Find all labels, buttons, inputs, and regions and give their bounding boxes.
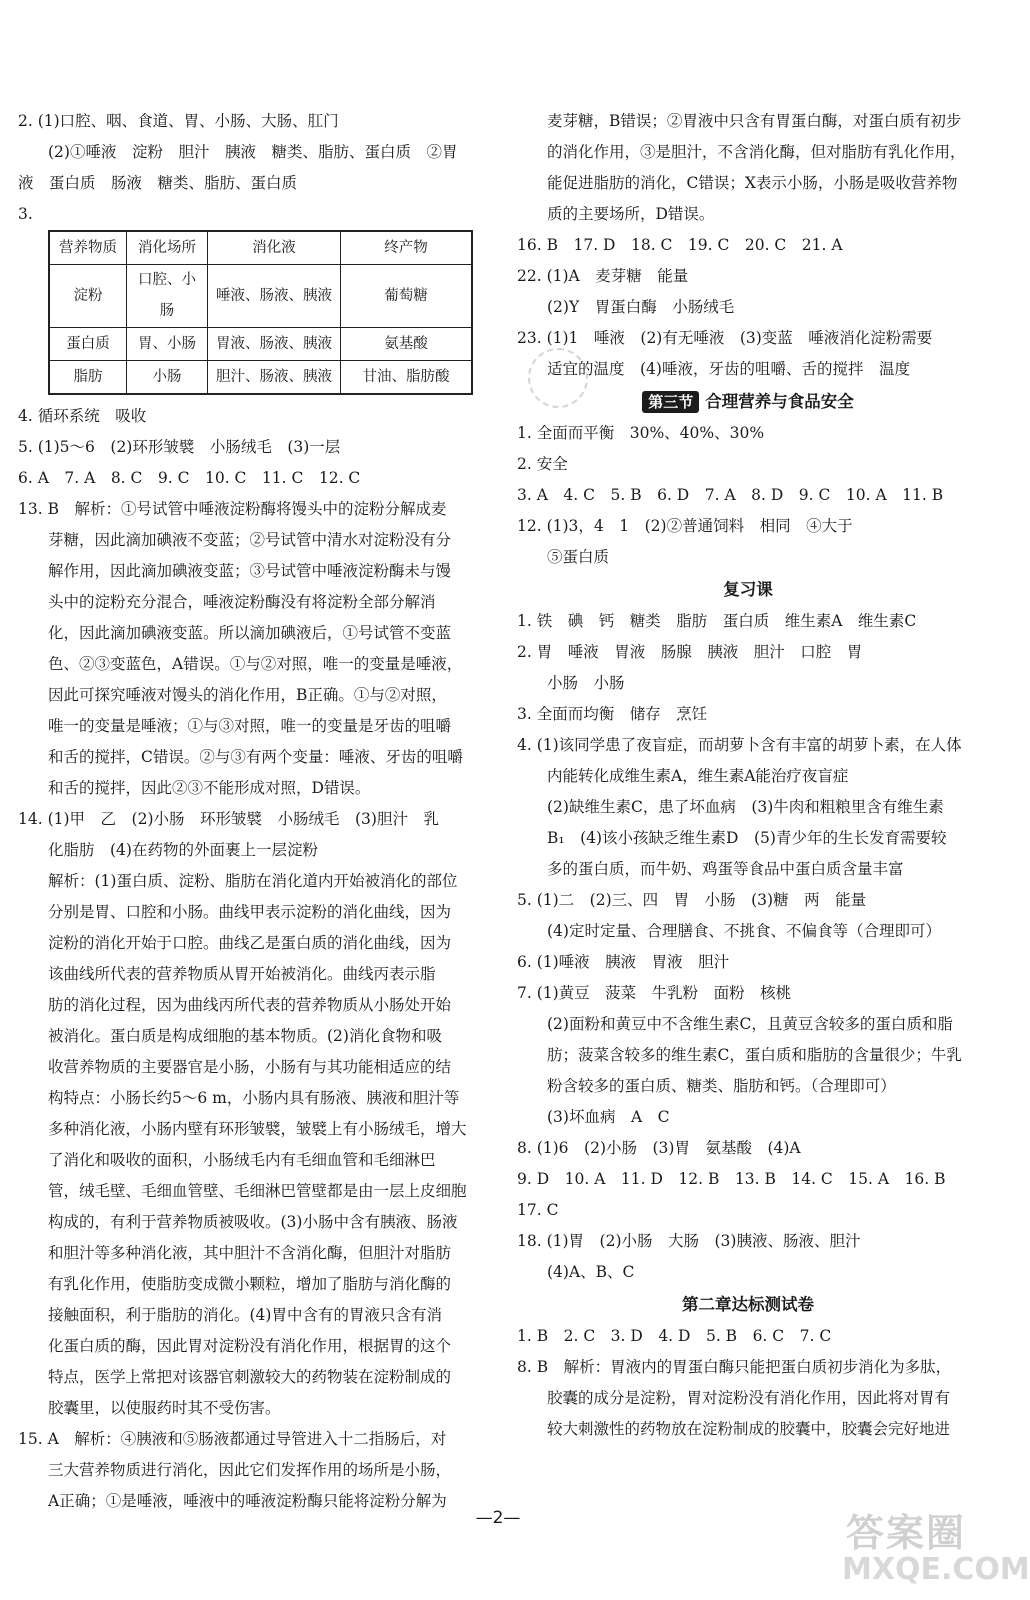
text-line: 粉含较多的蛋白质、糖类、脂肪和钙。（合理即可）: [547, 1077, 896, 1095]
text-line: 和胆汁等多种消化液，其中胆汁不含消化酶，但胆汁对脂肪: [48, 1244, 452, 1262]
table-cell: 胃、小肠: [127, 328, 208, 361]
text-line: 头中的淀粉充分混合，唾液淀粉酶没有将淀粉全部分解消: [48, 593, 436, 611]
test-heading: 第二章达标测试卷: [682, 1295, 814, 1314]
text-line: 13. B 解析：①号试管中唾液淀粉酶将馒头中的淀粉分解成麦: [18, 500, 447, 518]
section-heading-nutrition: [517, 385, 979, 418]
text-line: 8. (1)6 (2)小肠 (3)胃 氨基酸 (4)A: [517, 1139, 801, 1157]
answer-block-right-a: [517, 106, 979, 385]
text-line: 适宜的温度 (4)唾液，牙齿的咀嚼、舌的搅拌 温度: [547, 360, 910, 378]
answer-block-right-d: [517, 1321, 979, 1445]
text-line: 麦芽糖，B错误；②胃液中只含有胃蛋白酶，对蛋白质有初步: [547, 112, 962, 130]
text-line: 6. A 7. A 8. C 9. C 10. C 11. C 12. C: [18, 469, 361, 487]
text-line: 15. A 解析：④胰液和⑤肠液都通过导管进入十二指肠后，对: [18, 1430, 447, 1448]
right-column: [517, 106, 979, 1445]
text-line: (3)坏血病 A C: [547, 1108, 670, 1126]
table-row: [49, 328, 472, 361]
review-heading: 复习课: [723, 580, 773, 599]
section-title: 合理营养与食品安全: [705, 392, 854, 411]
table-header-cell: 消化液: [208, 231, 341, 265]
text-line: 多种消化液，小肠内壁有环形皱襞，皱襞上有小肠绒毛，增大: [48, 1120, 467, 1138]
text-line: 该曲线所代表的营养物质从胃开始被消化。曲线丙表示脂: [48, 965, 436, 983]
text-line: 淀粉的消化开始于口腔。曲线乙是蛋白质的消化曲线，因为: [48, 934, 452, 952]
text-line: 芽糖，因此滴加碘液不变蓝；②号试管中清水对淀粉没有分: [48, 531, 452, 549]
text-line: 解析：(1)蛋白质、淀粉、脂肪在消化道内开始被消化的部位: [48, 872, 458, 890]
answer-block-left-a: [18, 106, 488, 230]
text-line: 唯一的变量是唾液；①与③对照，唯一的变量是牙齿的咀嚼: [48, 717, 452, 735]
text-line: 分别是胃、口腔和小肠。曲线甲表示淀粉的消化曲线，因为: [48, 903, 452, 921]
text-line: 3. 全面而均衡 储存 烹饪: [517, 705, 708, 723]
text-line: 2. 胃 唾液 胃液 肠腺 胰液 胆汁 口腔 胃: [517, 643, 863, 661]
text-line: 9. D 10. A 11. D 12. B 13. B 14. C 15. A 16. B: [517, 1170, 946, 1188]
text-line: 16. B 17. D 18. C 19. C 20. C 21. A: [517, 236, 843, 254]
table-header-cell: 终产物: [341, 231, 473, 265]
watermark-logo: [836, 1500, 1030, 1592]
text-line: 被消化。蛋白质是构成细胞的基本物质。(2)消化食物和吸: [48, 1027, 442, 1045]
text-line: 特点，医学上常把对该器官刺激较大的药物装在淀粉制成的: [48, 1368, 452, 1386]
text-line: ⑤蛋白质: [547, 548, 610, 566]
table-cell: 氨基酸: [341, 328, 473, 361]
text-line: 23. (1)1 唾液 (2)有无唾液 (3)变蓝 唾液消化淀粉需要: [517, 329, 933, 347]
text-line: 3.: [18, 205, 33, 223]
table-cell: 胆汁、肠液、胰液: [208, 361, 341, 395]
text-line: 17. C: [517, 1201, 559, 1219]
text-line: (4)A、B、C: [547, 1263, 635, 1281]
text-line: (2)面粉和黄豆中不含维生素C，且黄豆含较多的蛋白质和脂: [547, 1015, 953, 1033]
text-line: (2)Y 胃蛋白酶 小肠绒毛: [547, 298, 735, 316]
stamp-mark: [528, 348, 588, 408]
text-line: 7. (1)黄豆 菠菜 牛乳粉 面粉 核桃: [517, 984, 792, 1002]
text-line: 多的蛋白质，而牛奶、鸡蛋等食品中蛋白质含量丰富: [547, 860, 904, 878]
answer-block-right-c: [517, 606, 979, 1288]
answer-block-right-b: [517, 418, 979, 573]
nutrient-digestion-table: [48, 230, 473, 395]
text-line: 的消化作用，③是胆汁，不含消化酶，但对脂肪有乳化作用，: [547, 143, 966, 161]
text-line: 色、②③变蓝色，A错误。①与②对照，唯一的变量是唾液，: [48, 655, 463, 673]
watermark-url: MXQE.COM: [842, 1552, 1030, 1587]
text-line: 因此可探究唾液对馒头的消化作用，B正确。①与②对照，: [48, 686, 447, 704]
watermark-text: 答案圈: [846, 1511, 967, 1555]
table-header-cell: 营养物质: [49, 231, 127, 265]
text-line: (2)①唾液 淀粉 胆汁 胰液 糖类、脂肪、蛋白质 ②胃: [48, 143, 458, 161]
text-line: 有乳化作用，使脂肪变成微小颗粒，增加了脂肪与消化酶的: [48, 1275, 452, 1293]
text-line: 能促进脂肪的消化，C错误；X表示小肠，小肠是吸收营养物: [547, 174, 958, 192]
text-line: A正确；①是唾液，唾液中的唾液淀粉酶只能将淀粉分解为: [48, 1492, 447, 1510]
text-line: 22. (1)A 麦芽糖 能量: [517, 267, 689, 285]
table-cell: 小肠: [127, 361, 208, 395]
table-row: [49, 361, 472, 395]
text-line: 8. B 解析：胃液内的胃蛋白酶只能把蛋白质初步消化为多肽，: [517, 1358, 952, 1376]
text-line: 胶囊的成分是淀粉，胃对淀粉没有消化作用，因此将对胃有: [547, 1389, 951, 1407]
table-cell: 口腔、小肠: [127, 265, 208, 328]
text-line: 5. (1)二 (2)三、四 胃 小肠 (3)糖 两 能量: [517, 891, 867, 909]
table-cell: 蛋白质: [49, 328, 127, 361]
text-line: 2. (1)口腔、咽、食道、胃、小肠、大肠、肛门: [18, 112, 339, 130]
text-line: 和舌的搅拌，因此②③不能形成对照，D错误。: [48, 779, 371, 797]
text-line: 12. (1)3，4 1 (2)②普通饲料 相同 ④大于: [517, 517, 853, 535]
text-line: 质的主要场所，D错误。: [547, 205, 715, 223]
text-line: (2)缺维生素C，患了坏血病 (3)牛肉和粗粮里含有维生素: [547, 798, 944, 816]
answer-block-left-b: [18, 401, 488, 1517]
text-line: B₁ (4)该小孩缺乏维生素D (5)青少年的生长发育需要较: [547, 829, 947, 847]
text-line: 收营养物质的主要器官是小肠，小肠有与其功能相适应的结: [48, 1058, 452, 1076]
table-header-cell: 消化场所: [127, 231, 208, 265]
section-badge: 第三节: [642, 391, 699, 413]
table-cell: 胃液、肠液、胰液: [208, 328, 341, 361]
text-line: 2. 安全: [517, 455, 568, 473]
text-line: 管，绒毛壁、毛细血管壁、毛细淋巴管壁都是由一层上皮细胞: [48, 1182, 467, 1200]
text-line: 小肠 小肠: [547, 674, 625, 692]
text-line: 1. 铁 碘 钙 糖类 脂肪 蛋白质 维生素A 维生素C: [517, 612, 917, 630]
text-line: 肪；菠菜含较多的维生素C，蛋白质和脂肪的含量很少；牛乳: [547, 1046, 962, 1064]
text-line: 18. (1)胃 (2)小肠 大肠 (3)胰液、肠液、胆汁: [517, 1232, 861, 1250]
table-cell: 甘油、脂肪酸: [341, 361, 473, 395]
text-line: 了消化和吸收的面积，小肠绒毛内有毛细血管和毛细淋巴: [48, 1151, 436, 1169]
page-number: —2—: [475, 1508, 521, 1528]
text-line: 化脂肪 (4)在药物的外面裹上一层淀粉: [48, 841, 318, 859]
table-header-row: [49, 231, 472, 265]
text-line: 4. 循环系统 吸收: [18, 407, 147, 425]
table-cell: 淀粉: [49, 265, 127, 328]
text-line: 化蛋白质的酶，因此胃对淀粉没有消化作用，根据胃的这个: [48, 1337, 452, 1355]
text-line: 化，因此滴加碘液变蓝。所以滴加碘液后，①号试管不变蓝: [48, 624, 452, 642]
text-line: (4)定时定量、合理膳食、不挑食、不偏食等（合理即可）: [547, 922, 941, 940]
text-line: 和舌的搅拌，C错误。②与③有两个变量：唾液、牙齿的咀嚼: [48, 748, 463, 766]
text-line: 液 蛋白质 肠液 糖类、脂肪、蛋白质: [18, 174, 298, 192]
text-line: 三大营养物质进行消化，因此它们发挥作用的场所是小肠，: [48, 1461, 452, 1479]
text-line: 14. (1)甲 乙 (2)小肠 环形皱襞 小肠绒毛 (3)胆汁 乳: [18, 810, 439, 828]
text-line: 肪的消化过程，因为曲线丙所代表的营养物质从小肠处开始: [48, 996, 452, 1014]
text-line: 1. B 2. C 3. D 4. D 5. B 6. C 7. C: [517, 1327, 832, 1345]
text-line: 接触面积，利于脂肪的消化。(4)胃中含有的胃液只含有消: [48, 1306, 442, 1324]
text-line: 构特点：小肠长约5～6 m，小肠内具有肠液、胰液和胆汁等: [48, 1089, 460, 1107]
text-line: 3. A 4. C 5. B 6. D 7. A 8. D 9. C 10. A 11. B: [517, 486, 944, 504]
table-cell: 脂肪: [49, 361, 127, 395]
table-row: [49, 265, 472, 328]
text-line: 6. (1)唾液 胰液 胃液 胆汁: [517, 953, 730, 971]
text-line: 解作用，因此滴加碘液变蓝；③号试管中唾液淀粉酶未与馒: [48, 562, 452, 580]
text-line: 构成的，有利于营养物质被吸收。(3)小肠中含有胰液、肠液: [48, 1213, 458, 1231]
text-line: 胶囊里，以使服药时其不受伤害。: [48, 1399, 281, 1417]
left-column: [18, 106, 488, 1517]
text-line: 内能转化成维生素A，维生素A能治疗夜盲症: [547, 767, 849, 785]
text-line: 较大刺激性的药物放在淀粉制成的胶囊中，胶囊会完好地进: [547, 1420, 951, 1438]
text-line: 5. (1)5～6 (2)环形皱襞 小肠绒毛 (3)一层: [18, 438, 341, 456]
table-cell: 葡萄糖: [341, 265, 473, 328]
text-line: 1. 全面而平衡 30%、40%、30%: [517, 424, 765, 442]
table-cell: 唾液、肠液、胰液: [208, 265, 341, 328]
text-line: 4. (1)该同学患了夜盲症，而胡萝卜含有丰富的胡萝卜素，在人体: [517, 736, 962, 754]
